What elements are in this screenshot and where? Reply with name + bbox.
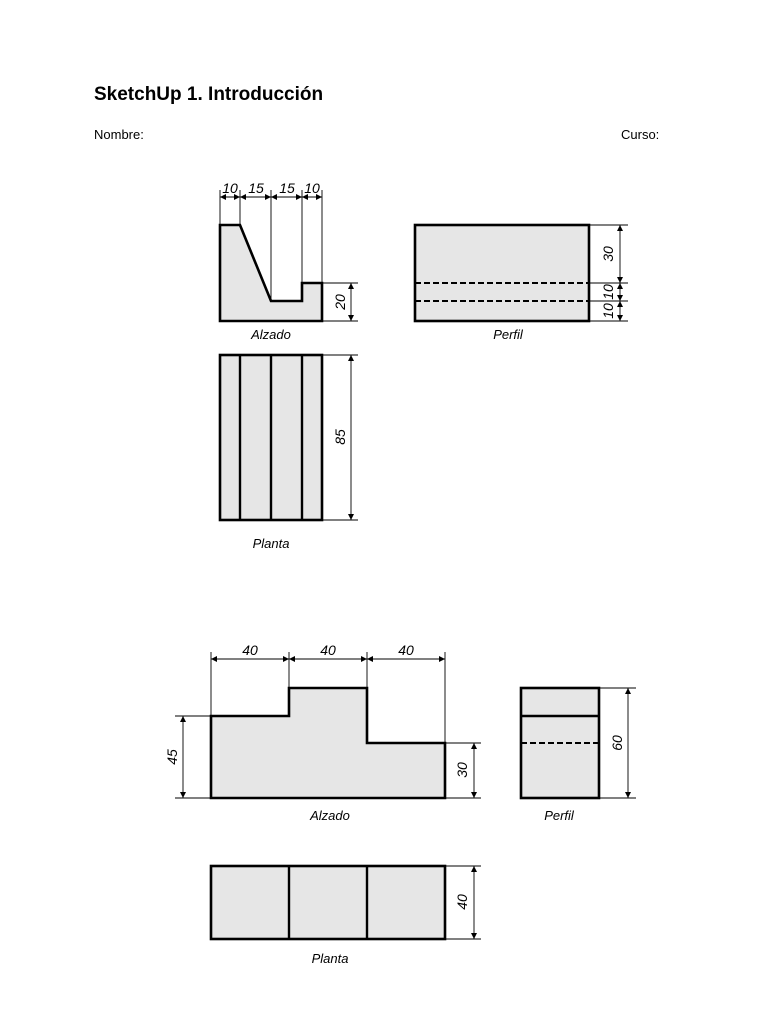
page-title: SketchUp 1. Introducción <box>94 84 324 105</box>
piece1-perfil <box>415 225 628 342</box>
view-label: Planta <box>252 536 290 551</box>
view-label: Alzado <box>251 327 291 342</box>
piece2-alzado <box>164 642 481 823</box>
dim-value: 85 <box>332 429 348 445</box>
curso-label: Curso: <box>621 127 660 142</box>
piece1-perfil-outline <box>415 225 589 321</box>
piece2-alzado-outline <box>211 688 445 798</box>
view-label: Planta <box>311 951 349 966</box>
dim-value: 60 <box>609 735 625 751</box>
dim-value: 40 <box>398 642 414 658</box>
dim-value: 10 <box>222 180 238 196</box>
dim-value: 20 <box>332 294 348 310</box>
dim-value: 30 <box>600 246 616 262</box>
piece1 <box>220 180 628 551</box>
dim-value: 40 <box>320 642 336 658</box>
piece2 <box>164 642 636 966</box>
dim-value: 10 <box>600 303 616 319</box>
piece1-alzado <box>220 180 358 342</box>
dim-value: 15 <box>248 180 264 196</box>
piece2-planta-outline <box>211 866 445 939</box>
nombre-label: Nombre: <box>94 127 144 142</box>
view-label: Alzado <box>310 808 350 823</box>
dim-value: 45 <box>164 749 180 765</box>
dim-value: 30 <box>454 762 470 778</box>
piece2-perfil <box>521 688 636 823</box>
dim-value: 10 <box>304 180 320 196</box>
dim-value: 40 <box>242 642 258 658</box>
view-label: Perfil <box>544 808 574 823</box>
dim-value: 10 <box>600 284 616 300</box>
dim-value: 40 <box>454 894 470 910</box>
piece2-planta <box>211 866 481 966</box>
piece1-planta <box>220 355 358 551</box>
view-label: Perfil <box>493 327 523 342</box>
dim-value: 15 <box>279 180 295 196</box>
